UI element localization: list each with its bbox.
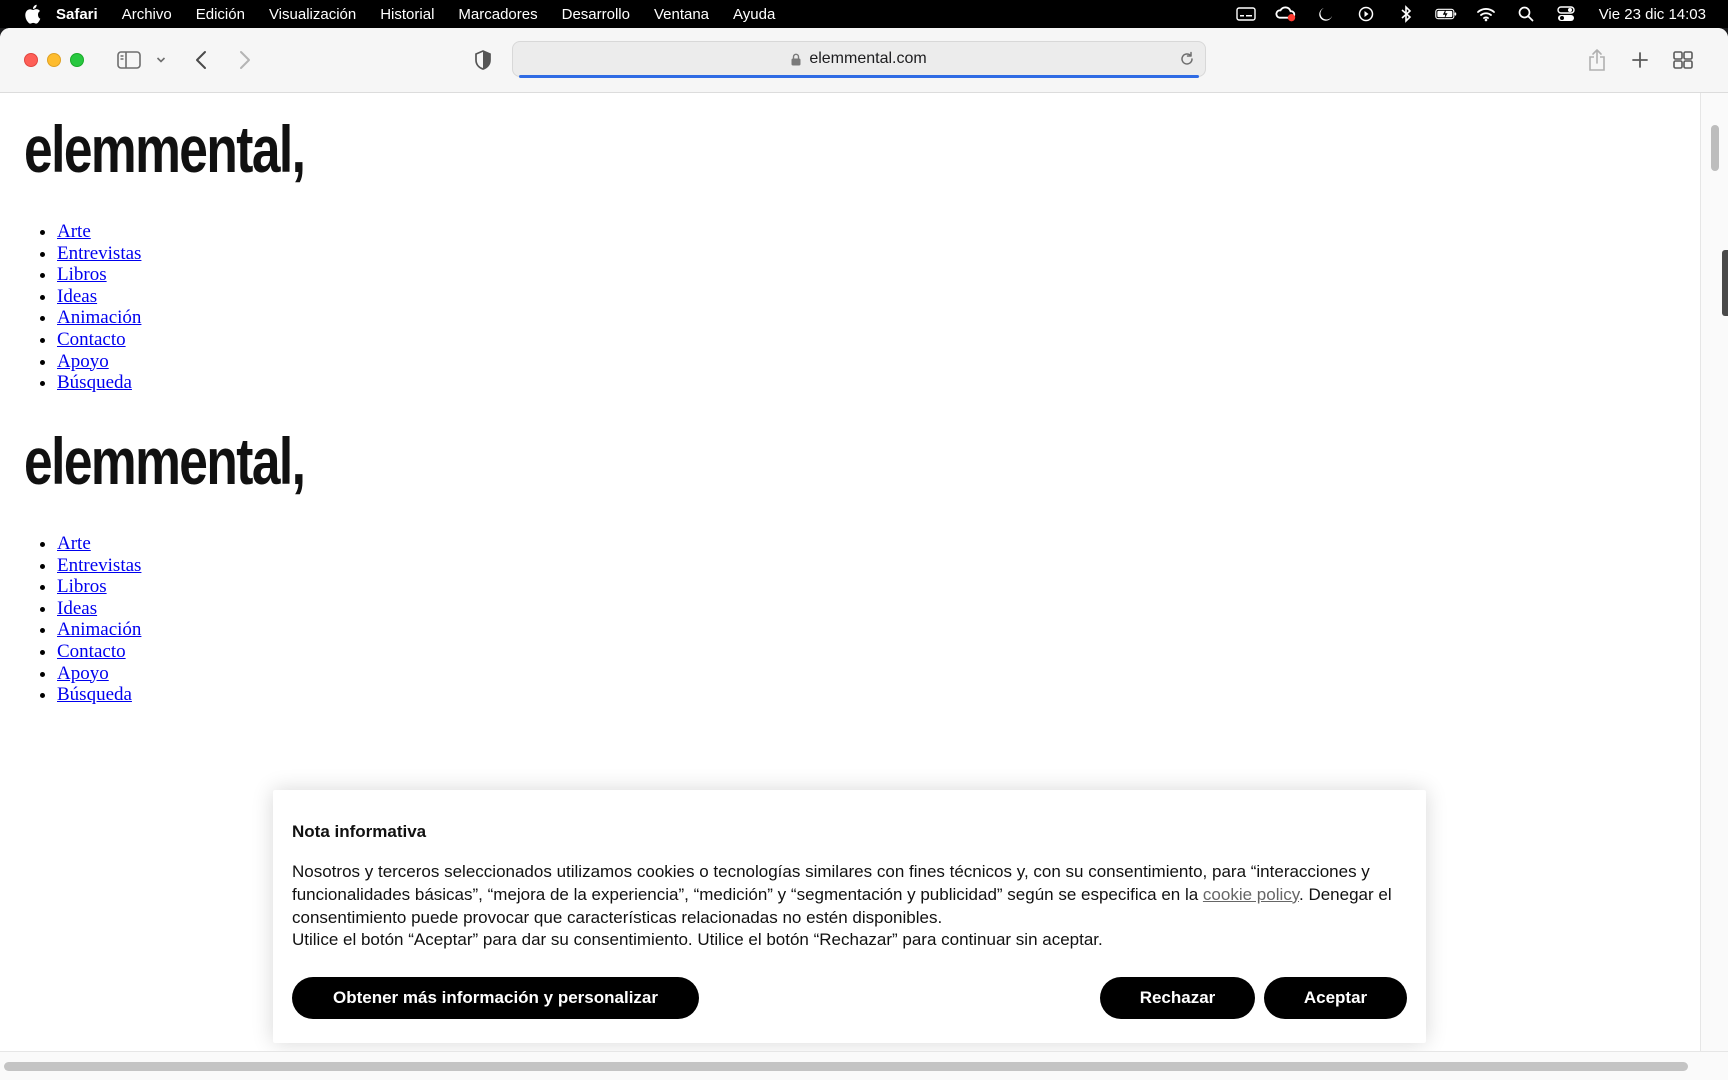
address-url: elemmental.com bbox=[809, 50, 927, 67]
nav-link-contacto[interactable]: Contacto bbox=[57, 328, 126, 350]
nav-item bbox=[57, 372, 141, 394]
nav-item bbox=[57, 351, 141, 373]
nav-link-apoyo[interactable]: Apoyo bbox=[57, 662, 109, 684]
nav-link-busqueda[interactable]: Búsqueda bbox=[57, 372, 132, 394]
reject-button[interactable]: Rechazar bbox=[1100, 977, 1255, 1019]
vertical-scrollbar[interactable] bbox=[1700, 93, 1728, 1051]
chevron-down-icon[interactable] bbox=[154, 46, 168, 74]
nav-item bbox=[57, 533, 141, 555]
nav-link-entrevistas[interactable]: Entrevistas bbox=[57, 554, 142, 576]
menubar-clock[interactable]: Vie 23 dic 14:03 bbox=[1598, 5, 1706, 23]
site-logo-secondary[interactable]: elemmental, bbox=[24, 424, 305, 498]
menu-app-safari[interactable]: Safari bbox=[56, 5, 98, 23]
status-area bbox=[1235, 0, 1706, 28]
minimize-window-button[interactable] bbox=[47, 53, 61, 67]
nav-item bbox=[57, 663, 141, 685]
nav-item bbox=[57, 576, 141, 598]
nav-item bbox=[57, 286, 141, 308]
play-icon[interactable] bbox=[1355, 5, 1377, 23]
nav-link-animacion[interactable]: Animación bbox=[57, 619, 142, 641]
customize-button[interactable]: Obtener más información y personalizar bbox=[292, 977, 699, 1019]
cookie-consent-dialog bbox=[273, 790, 1426, 1043]
horizontal-scrollbar[interactable] bbox=[0, 1051, 1728, 1080]
apple-icon[interactable] bbox=[22, 4, 42, 24]
menu-archivo[interactable]: Archivo bbox=[121, 5, 172, 23]
nav-item bbox=[57, 619, 141, 641]
control-center-icon[interactable] bbox=[1555, 5, 1577, 23]
lock-icon bbox=[791, 53, 801, 66]
accept-button[interactable]: Aceptar bbox=[1264, 977, 1407, 1019]
nav-link-animacion[interactable]: Animación bbox=[57, 307, 142, 329]
nav-link-apoyo[interactable]: Apoyo bbox=[57, 350, 109, 372]
nav-link-arte[interactable]: Arte bbox=[57, 533, 91, 554]
cookie-text-part: Nosotros y terceros seleccionados utilizamos cookies o tecnologías similares con fines técnicos y, con su consentimiento, para “interacciones y funcionalidades básicas”, “mejora de la experiencia”, “medición” y “segmentación y publicidad” según se especifica en la bbox=[292, 862, 1370, 904]
nav-link-busqueda[interactable]: Búsqueda bbox=[57, 684, 132, 706]
nav-link-contacto[interactable]: Contacto bbox=[57, 640, 126, 662]
menu-visualizacion[interactable]: Visualización bbox=[268, 5, 357, 23]
menu-ayuda[interactable]: Ayuda bbox=[733, 5, 776, 23]
horizontal-scroll-thumb[interactable] bbox=[4, 1062, 1688, 1071]
privacy-shield-icon[interactable] bbox=[472, 46, 494, 74]
bluetooth-icon[interactable] bbox=[1395, 5, 1417, 23]
caption-icon[interactable] bbox=[1235, 5, 1257, 23]
nav-item bbox=[57, 555, 141, 577]
site-logo[interactable]: elemmental, bbox=[24, 112, 305, 186]
address-bar[interactable] bbox=[512, 41, 1206, 77]
nav-item bbox=[57, 329, 141, 351]
nav-link-entrevistas[interactable]: Entrevistas bbox=[57, 242, 142, 264]
nav-link-arte[interactable]: Arte bbox=[57, 221, 91, 242]
sidebar-icon[interactable] bbox=[116, 46, 142, 74]
battery-icon[interactable] bbox=[1435, 5, 1457, 23]
cookie-text-instructions: Utilice el botón “Aceptar” para dar su consentimiento. Utilice el botón “Rechazar” para continuar sin aceptar. bbox=[292, 930, 1103, 950]
spotlight-icon[interactable] bbox=[1515, 5, 1537, 23]
web-page bbox=[0, 93, 1700, 1051]
cookie-text-part: . Denegar el consentimiento puede provocar que características relacionadas no estén disponibles. bbox=[292, 884, 1392, 927]
nav-item bbox=[57, 641, 141, 663]
cookie-policy-link[interactable]: cookie policy bbox=[1202, 884, 1299, 904]
menu-desarrollo[interactable]: Desarrollo bbox=[561, 5, 630, 23]
new-tab-icon[interactable] bbox=[1630, 46, 1650, 74]
wifi-icon[interactable] bbox=[1475, 5, 1497, 23]
nav-link-libros[interactable]: Libros bbox=[57, 264, 107, 286]
reload-icon[interactable] bbox=[1179, 51, 1195, 67]
menu-marcadores[interactable]: Marcadores bbox=[458, 5, 538, 23]
menu-historial[interactable]: Historial bbox=[380, 5, 435, 23]
back-icon[interactable] bbox=[192, 46, 210, 74]
close-window-button[interactable] bbox=[24, 53, 38, 67]
cookie-dialog-title: Nota informativa bbox=[292, 822, 427, 841]
cookie-dialog-text bbox=[292, 861, 1407, 952]
browser-toolbar bbox=[0, 28, 1728, 93]
nav-link-libros[interactable]: Libros bbox=[57, 576, 107, 598]
nav-link-ideas[interactable]: Ideas bbox=[57, 597, 98, 619]
nav-item bbox=[57, 307, 141, 329]
secondary-nav bbox=[57, 533, 141, 706]
nav-item bbox=[57, 598, 141, 620]
nav-item bbox=[57, 221, 141, 243]
moon-icon[interactable] bbox=[1315, 5, 1337, 23]
main-nav bbox=[57, 221, 141, 394]
menu-ventana[interactable]: Ventana bbox=[653, 5, 710, 23]
tab-overview-icon[interactable] bbox=[1672, 46, 1694, 74]
nav-item bbox=[57, 264, 141, 286]
zoom-window-button[interactable] bbox=[70, 53, 84, 67]
menu-edicion[interactable]: Edición bbox=[195, 5, 245, 23]
forward-icon[interactable] bbox=[236, 46, 254, 74]
menu-bar bbox=[0, 0, 1728, 28]
nav-link-ideas[interactable]: Ideas bbox=[57, 285, 98, 307]
vertical-scroll-thumb[interactable] bbox=[1711, 125, 1719, 171]
creative-cloud-icon[interactable] bbox=[1275, 5, 1297, 23]
window-edge-handle bbox=[1722, 250, 1728, 316]
nav-item bbox=[57, 243, 141, 265]
safari-window bbox=[0, 28, 1728, 1080]
nav-item bbox=[57, 684, 141, 706]
share-icon[interactable] bbox=[1586, 46, 1608, 74]
